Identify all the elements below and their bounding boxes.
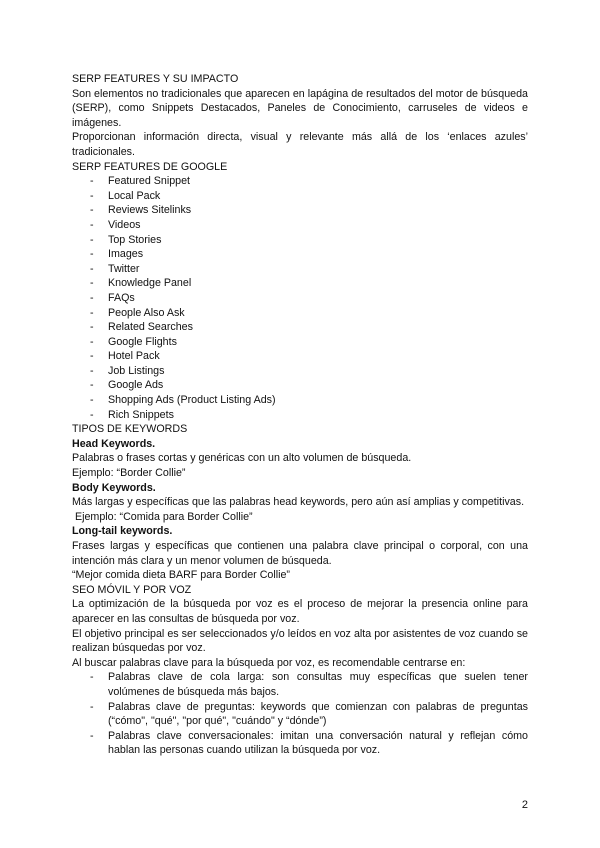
serp-feature-item [72,349,528,364]
serp-feature-item [72,174,528,189]
dash-bullet: - [90,350,94,363]
longtail-keywords-example: “Mejor comida dieta BARF para Border Collie” [72,569,290,582]
list-item-text: Rich Snippets [108,408,174,421]
head-keywords-description: Palabras o frases cortas y genéricas con un alto volumen de búsqueda. [72,452,412,465]
voice-keyword-types-list [72,670,528,758]
list-item-text: Knowledge Panel [108,277,192,290]
dash-bullet: - [90,335,94,348]
voice-objective-paragraph: El objetivo principal es ser seleccionados y/o leídos en voz alta por asistentes de voz cuando se realizan búsquedas por voz. [72,627,528,655]
list-item-text: People Also Ask [108,306,185,319]
dash-bullet: - [90,379,94,392]
serp-feature-item [72,218,528,233]
serp-feature-item [72,320,528,335]
dash-bullet: - [90,233,94,246]
serp-definition-paragraph: Son elementos no tradicionales que aparecen en lapágina de resultados del motor de búsqueda (SERP), como Snippets Destacados, Paneles de Conocimiento, carruseles de videos e imágenes. [72,87,528,129]
dash-bullet: - [90,321,94,334]
dash-bullet: - [90,729,94,742]
dash-bullet: - [90,291,94,304]
list-item-text: Local Pack [108,189,161,202]
voice-keyword-item [72,700,528,729]
dash-bullet: - [90,189,94,202]
serp-benefit-paragraph: Proporcionan información directa, visual y relevante más allá de los ‘enlaces azules’ tradicionales. [72,131,528,158]
list-item-text: Featured Snippet [108,175,190,188]
body-keywords-example: Ejemplo: “Comida para Border Collie” [72,510,253,523]
body-keywords-description: Más largas y específicas que las palabras head keywords, pero aún así amplias y competitivas. [72,496,525,509]
list-item-text: Palabras clave conversacionales: imitan una conversación natural y reflejan cómo hablan las personas cuando utilizan la búsqueda por voz. [108,729,528,757]
longtail-keywords-description: Frases largas y específicas que contienen una palabra clave principal o corporal, con una intención más clara y un menor volumen de búsqueda. [72,540,528,567]
voice-optimization-paragraph: La optimización de la búsqueda por voz es el proceso de mejorar la presencia online para aparecer en las consultas de búsqueda por voz. [72,598,528,625]
dash-bullet: - [90,248,94,261]
serp-feature-item [72,408,528,423]
dash-bullet: - [90,218,94,231]
body-keywords-heading: Body Keywords. [72,481,156,494]
voice-keyword-item [72,729,528,758]
serp-feature-item [72,291,528,306]
longtail-keywords-heading: Long-tail keywords. [72,525,173,538]
voice-keyword-item [72,670,528,699]
list-item-text: Twitter [108,262,140,275]
list-item-text: Palabras clave de cola larga: son consultas muy específicas que suelen tener volúmenes de búsqueda más bajos. [108,671,528,698]
serp-feature-item [72,233,528,248]
serp-feature-item [72,203,528,218]
dash-bullet: - [90,671,94,684]
page-number: 2 [521,799,528,811]
dash-bullet: - [90,394,94,407]
serp-feature-item [72,393,528,408]
dash-bullet: - [90,306,94,319]
list-item-text: Top Stories [108,233,162,246]
section-title-tipos-keywords: TIPOS DE KEYWORDS [72,423,188,436]
list-item-text: Google Flights [108,335,177,348]
list-item-text: Related Searches [108,321,193,334]
dash-bullet: - [90,700,94,713]
list-item-text: Google Ads [108,379,164,392]
list-item-text: Reviews Sitelinks [108,204,192,217]
head-keywords-heading: Head Keywords. [72,437,156,450]
section-title-serp-features-google: SERP FEATURES DE GOOGLE [72,160,228,173]
serp-feature-item [72,189,528,204]
dash-bullet: - [90,408,94,421]
serp-feature-item [72,335,528,350]
section-title-serp-features-impacto: SERP FEATURES Y SU IMPACTO [72,73,239,85]
serp-feature-item [72,364,528,379]
serp-features-list [72,174,528,422]
voice-keywords-intro: Al buscar palabras clave para la búsqueda por voz, es recomendable centrarse en: [72,656,466,669]
list-item-text: Images [108,248,144,261]
list-item-text: Shopping Ads (Product Listing Ads) [108,394,276,407]
list-item-text: Hotel Pack [108,350,160,363]
serp-feature-item [72,306,528,321]
page-content [72,72,528,758]
dash-bullet: - [90,277,94,290]
dash-bullet: - [90,175,94,188]
list-item-text: Palabras clave de preguntas: keywords que comienzan con palabras de preguntas (“cómo", "qué", "por qué", "cuándo" y “dónde”) [108,700,528,728]
list-item-text: Videos [108,218,141,231]
serp-feature-item [72,276,528,291]
dash-bullet: - [90,262,94,275]
dash-bullet: - [90,204,94,217]
section-title-seo-movil-voz: SEO MÓVIL Y POR VOZ [72,583,192,596]
dash-bullet: - [90,364,94,377]
list-item-text: FAQs [108,291,135,304]
head-keywords-example: Ejemplo: “Border Collie” [72,467,186,480]
serp-feature-item [72,247,528,262]
serp-feature-item [72,378,528,393]
serp-feature-item [72,262,528,277]
list-item-text: Job Listings [108,364,165,377]
